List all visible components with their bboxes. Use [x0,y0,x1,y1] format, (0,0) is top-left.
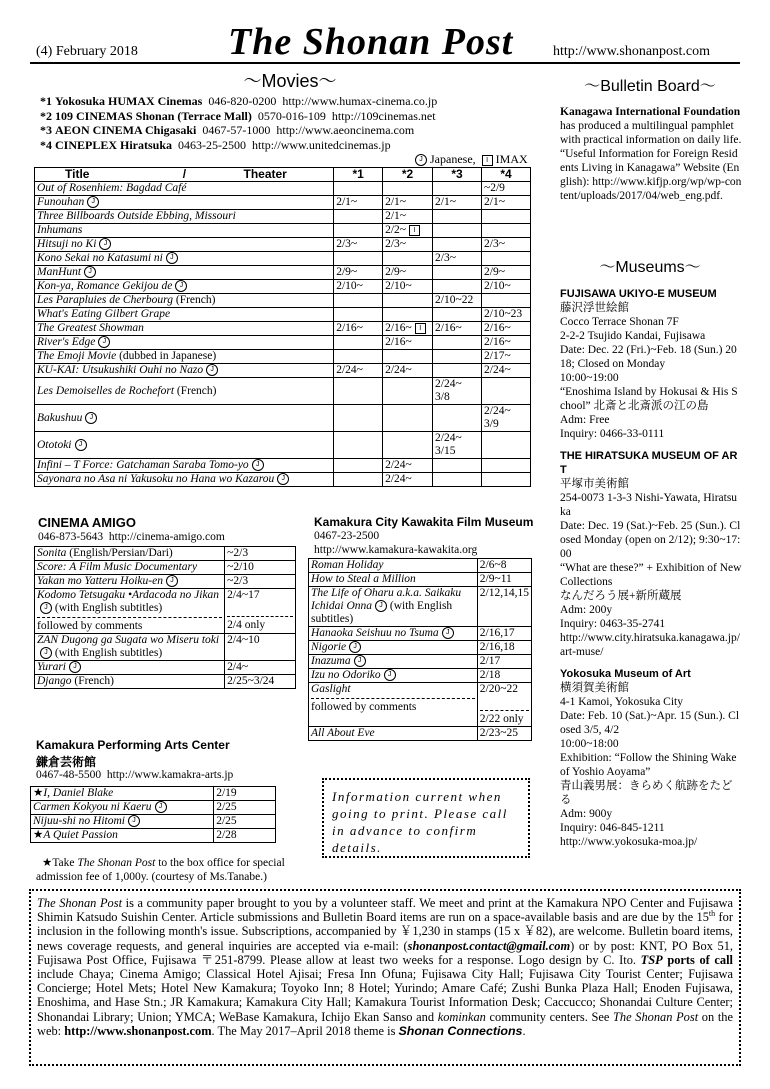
museum-detail: Inquiry: 0466-33-0111 [560,428,665,440]
table-row [35,322,531,336]
table-row [35,196,531,210]
showing-date: 2/25~3/24 [225,675,296,689]
showing-date: 2/24~ [383,473,433,487]
showing-date [383,378,433,405]
museum-detail: 254-0073 1-3-3 Nishi-Yawata, Hiratsuka [560,492,738,518]
kpac-title: Kamakura Performing Arts Center [36,738,230,752]
museum-detail: Date: Feb. 10 (Sat.)~Apr. 15 (Sun.). Closed 3/5, 4/2 [560,710,740,736]
showing-date [433,336,482,350]
japanese-icon: J [384,669,396,681]
table-row [31,801,276,815]
theater-item: *2 109 CINEMAS Shonan (Terrace Mall) 0570-016-109 http://109cinemas.net [40,108,436,123]
kpac-note: ★Take The Shonan Post to the box office for special admission fee of 1,000y. (courtesy of Ms.Tanabe.) [36,857,285,883]
film-title: Nigorie J [309,641,478,655]
showing-date [383,294,433,308]
museum-detail: Date: Dec. 19 (Sat.)~Feb. 25 (Sun.). Closed Monday (open on 2/12); 9:30~17:00 [560,520,741,560]
film-title: Izu no Odoriko J [309,669,478,683]
showing-date: ~2/3 [225,547,296,561]
showing-date: 2/24~ 3/8 [433,378,482,405]
japanese-icon: J [87,196,99,208]
japanese-icon: J [155,801,167,813]
table-row [35,661,296,675]
showing-date [433,473,482,487]
amigo-table [34,546,296,689]
showing-date: 2/9~ [482,266,531,280]
showing-date: 2/9~ [334,266,383,280]
showing-date: 2/19 [214,787,276,801]
amigo-title: CINEMA AMIGO [38,515,136,530]
showing-date: 2/16~ [383,336,433,350]
japanese-icon: J [69,661,81,673]
divider [480,710,529,711]
showing-date: 2/4~10 [225,634,296,661]
footer-url[interactable]: http://www.shonanpost.com [64,1023,212,1038]
japanese-icon: J [175,280,187,292]
film-title: Carmen Kokyou ni Kaeru J [31,801,214,815]
movies-table [34,167,531,487]
star-icon: ★ [33,787,44,799]
table-row [309,669,532,683]
showing-date [334,378,383,405]
showing-date: 2/4~ [225,661,296,675]
museum-detail: 10:00~18:00 [560,738,619,750]
table-row [309,559,532,573]
info-box: Information current when going to print. Please call in advance to confirm details. [322,778,530,858]
film-title: Hanaoka Seishuu no Tsuma J [309,627,478,641]
table-row [35,308,531,322]
showing-date [433,364,482,378]
japanese-icon: J [349,641,361,653]
bulletin-heading: 〜Bulletin Board〜 [584,78,716,95]
theater-url[interactable]: http://109cinemas.net [331,108,436,123]
theater-list [40,94,540,152]
movie-title: Infini – T Force: Gatchaman Saraba Tomo-yo J [35,459,334,473]
kpac-url[interactable]: http://www.kamakra-arts.jp [106,769,234,781]
showing-date [383,182,433,196]
showing-date: 2/10~ [383,280,433,294]
showing-date: 2/18 [477,669,531,683]
table-row [31,815,276,829]
museum-detail: Date: Dec. 22 (Fri.)~Feb. 18 (Sun.) 2018; Closed on Monday [560,344,737,370]
showing-date [334,210,383,224]
showing-date: 2/1~ [482,196,531,210]
showing-date [482,224,531,238]
showing-date [334,336,383,350]
japanese-icon: J [375,600,387,612]
museums-list [560,287,742,857]
movie-title: Les Demoiselles de Rochefort (French) [35,378,334,405]
divider [227,616,293,617]
japanese-icon: J [128,815,140,827]
showing-date: 2/12,14,15 [477,587,531,627]
museum-detail: なんだろう展+新所蔵展 [560,590,682,602]
film-title: The Life of Oharu a.k.a. Saikaku Ichidai Onna J (with English subtitles) [309,587,478,627]
showing-date [334,459,383,473]
museum-entry [560,667,742,849]
showing-date: 2/2~ I [383,224,433,238]
table-header-row [35,168,531,182]
museum-detail: 青山義男展：きらめく航跡をたどる [560,780,733,806]
showing-date: 2/24~ [334,364,383,378]
footer-box: The Shonan Post is a community paper brought to you by a volunteer staff. We meet and print at the Kamakura NPO Center and Fujisawa Shimin Katsudo Suishin Center. Article submissions and Bulletin Board items are run on a space-available basis and are due by the 15th for inclusion in the following month's issue. Subscriptions, accompanied by ￥1,230 in stamps (15 x ￥82), are welcome. Bulletin board items, news coverage requests, and general inquiries are accepted via e-mail: (shonanpost.contact@gmail.com) or by post: KNT, PO Box 51, Fujisawa Post Office, Fujisawa 〒251-8799. Please allow at least two weeks for a response. Logo design by C. Ito. TSP ports of call include Chaya; Cinema Amigo; Classical Hotel Ajisai; Fresa Inn Ofuna; Fujisawa City Hall; Fujisawa City Tourist Center; Fujisawa Concierge; Hotel Mets; Hotel New Kamakura; Toyoko Inn; 8 Hotel; Yurindo; Amare Café; Zushi Bunka Plaza Hall; Enoden Fujisawa, Enoshima, and Hase Stn.; JR Kamakura; Kamakura City Hall; Kamakura Tourist Information Desk; Caccucco; Shonandai Culture Center; Shonandai Library; Union; YMCA; WeBase Kamakura, Ichijo Ekan Sanso and kominkan community centers. See The Shonan Post on the web: http://www.shonanpost.com. The May 2017–April 2018 theme is Shonan Connections. [29,889,741,1066]
movie-title: Les Parapluies de Cherbourg (French) [35,294,334,308]
showing-date: 2/16~ [334,322,383,336]
showing-date: 2/24~ [482,364,531,378]
movie-title: Out of Rosenhiem: Bagdad Café [35,182,334,196]
movie-title: Ototoki J [35,432,334,459]
showing-date [482,210,531,224]
masthead: The Shonan Post [228,21,514,63]
movie-title: Kon-ya, Romance Gekijou de J [35,280,334,294]
divider [37,617,222,618]
showing-date: 2/16~ [482,336,531,350]
museum-detail: 2-2-2 Tsujido Kandai, Fujisawa [560,330,706,342]
showing-date: 2/3~ [383,238,433,252]
table-row [309,573,532,587]
showing-date: 2/20~22 2/22 only [477,683,531,727]
table-row [35,224,531,238]
table-row [309,641,532,655]
showing-date: 2/17~ [482,350,531,364]
movie-title: The Greatest Showman [35,322,334,336]
showing-date: 2/1~ [383,196,433,210]
amigo-contact: 046-873-5643 http://cinema-amigo.com [38,531,225,543]
showing-date: 2/1~ [433,196,482,210]
museum-name: THE HIRATSUKA MUSEUM OF ART [560,450,738,476]
showing-date [334,405,383,432]
museum-detail: http://www.yokosuka-moa.jp/ [560,836,698,848]
film-title: ZAN Dugong ga Sugata wo Miseru tokiJ (with English subtitles) [35,634,225,661]
movie-title: Three Billboards Outside Ebbing, Missouri [35,210,334,224]
table-row [309,727,532,741]
movie-title: KU-KAI: Utsukushiki Ouhi no Nazo J [35,364,334,378]
showing-date [433,405,482,432]
showing-date [334,350,383,364]
showing-date [383,350,433,364]
showing-date [334,473,383,487]
header-rule [30,62,740,64]
showing-date [433,266,482,280]
film-title: Score: A Film Music Documentary [35,561,225,575]
table-row [35,294,531,308]
japanese-icon: J [415,154,427,166]
showing-date: 2/23~25 [477,727,531,741]
movie-title: Inhumans [35,224,334,238]
kpac-contact: 0467-48-5500 http://www.kamakra-arts.jp [36,769,234,781]
museum-detail: Adm: 200y [560,604,613,616]
column-header-2: *2 [383,168,433,182]
table-row [309,627,532,641]
showing-date [433,224,482,238]
showing-date [383,405,433,432]
japanese-icon: J [40,647,52,659]
showing-date [433,459,482,473]
showing-date: 2/1~ [383,210,433,224]
kawakita-table [308,558,532,741]
showing-date: 2/16~ [433,322,482,336]
table-row [35,459,531,473]
table-row [35,473,531,487]
showing-date [334,224,383,238]
museum-detail: 4-1 Kamoi, Yokosuka City [560,696,683,708]
amigo-url[interactable]: http://cinema-amigo.com [108,531,225,543]
column-header-3: *3 [433,168,482,182]
museum-detail: “Enoshima Island by Hokusai & His School” 北斎と北斎派の江の島 [560,386,738,412]
film-title: Yakan mo Yatteru Hoiku-en J [35,575,225,589]
museum-name-jp: 横須賀美術館 [560,682,629,694]
film-title: How to Steal a Million [309,573,478,587]
showing-date [433,280,482,294]
museum-detail: Adm: 900y [560,808,613,820]
showing-date [433,350,482,364]
showing-date [482,432,531,459]
showing-date: 2/25 [214,815,276,829]
japanese-icon: J [442,627,454,639]
column-header-4: *4 [482,168,531,182]
table-row [35,561,296,575]
showing-date [383,252,433,266]
showing-date [433,308,482,322]
japanese-icon: J [166,575,178,587]
table-row [35,280,531,294]
showing-date: 2/24~ [383,459,433,473]
showing-date [334,432,383,459]
showing-date: 2/10~ [482,280,531,294]
museum-detail: Cocco Terrace Shonan 7F [560,316,679,328]
showing-date: 2/16,18 [477,641,531,655]
header-url[interactable]: http://www.shonanpost.com [553,44,710,59]
museum-name: FUJISAWA UKIYO-E MUSEUM [560,288,717,300]
showing-date [482,294,531,308]
kawakita-phone: 0467-23-2500 [314,530,380,542]
showing-date [482,459,531,473]
movie-title: ManHunt J [35,266,334,280]
showing-date: 2/24~ [383,364,433,378]
film-title: Django (French) [35,675,225,689]
column-header-1: *1 [334,168,383,182]
kpac-table [30,786,276,843]
theater-item: *1 Yokosuka HUMAX Cinemas 046-820-0200 http://www.humax-cinema.co.jp [40,94,438,108]
museum-detail: “What are these?” + Exhibition of New Collections [560,562,742,588]
star-icon: ★ [42,857,53,869]
kawakita-url[interactable]: http://www.kamakura-kawakita.org [314,544,478,556]
table-row [35,252,531,266]
table-row [35,238,531,252]
showing-date: 2/16~ I [383,322,433,336]
japanese-icon: J [84,266,96,278]
showing-date: ~2/10 [225,561,296,575]
museum-detail: 10:00~19:00 [560,372,619,384]
museum-detail: Adm: Free [560,414,610,426]
japanese-icon: J [99,238,111,250]
table-row [35,547,296,561]
showing-date [433,238,482,252]
theater-item: *4 CINEPLEX Hiratsuka 0463-25-2500 http://www.unitedcinemas.jp [40,137,391,152]
showing-date: 2/24~ 3/9 [482,405,531,432]
japanese-icon: J [206,364,218,376]
showing-date: 2/6~8 [477,559,531,573]
showing-date [334,182,383,196]
showing-date: 2/10~23 [482,308,531,322]
showing-date [482,252,531,266]
movie-title: Bakushuu J [35,405,334,432]
film-title: ★A Quiet Passion [31,829,214,843]
japanese-icon: J [40,602,52,614]
table-row [35,182,531,196]
showing-date: 2/3~ [433,252,482,266]
museum-detail: Inquiry: 0463-35-2741 [560,618,666,630]
theater-url[interactable]: http://www.aeoncinema.com [276,123,415,137]
table-row [35,589,296,634]
showing-date: 2/17 [477,655,531,669]
showing-date: 2/16,17 [477,627,531,641]
table-row [35,432,531,459]
japanese-icon: J [277,473,289,485]
showing-date: 2/10~ [334,280,383,294]
showing-date: 2/25 [214,801,276,815]
table-row [35,364,531,378]
showing-date: 2/16~ [482,322,531,336]
showing-date: 2/3~ [482,238,531,252]
showing-date: 2/4~17 2/4 only [225,589,296,634]
table-row [35,210,531,224]
table-row [35,405,531,432]
theater-item: *3 AEON CINEMA Chigasaki 0467-57-1000 http://www.aeoncinema.com [40,123,415,137]
japanese-icon: J [252,459,264,471]
showing-date: 2/1~ [334,196,383,210]
showing-date: 2/9~ [383,266,433,280]
star-icon: ★ [33,829,44,841]
movie-title: Kono Sekai no Katasumi ni J [35,252,334,266]
showing-date [334,308,383,322]
table-row [309,683,532,727]
japanese-icon: J [75,439,87,451]
film-title: Nijuu-shi no Hitomi J [31,815,214,829]
film-title: Yurari J [35,661,225,675]
movie-title: Sayonara no Asa ni Yakusoku no Hana wo Kazarou J [35,473,334,487]
museum-name-jp: 藤沢浮世絵館 [560,302,629,314]
showing-date: ~2/9 [482,182,531,196]
museum-name: Yokosuka Museum of Art [560,668,691,680]
museum-entry [560,287,742,441]
movie-title: Hitsuji no Ki J [35,238,334,252]
showing-date [383,308,433,322]
movies-heading: 〜Movies〜 [243,71,337,91]
museum-detail: Exhibition: “Follow the Shining Wake of Yoshio Aoyama” [560,752,737,778]
theater-url[interactable]: http://www.unitedcinemas.jp [252,137,391,152]
table-row [35,378,531,405]
movie-title: The Emoji Movie (dubbed in Japanese) [35,350,334,364]
japanese-icon: J [98,336,110,348]
imax-icon: I [415,323,426,334]
table-row [309,655,532,669]
divider [311,698,475,699]
imax-icon: I [482,155,493,166]
showing-date: 2/24~ 3/15 [433,432,482,459]
film-title: Sonita (English/Persian/Dari) [35,547,225,561]
showing-date: 2/3~ [334,238,383,252]
showing-date: 2/9~11 [477,573,531,587]
film-title: All About Eve [309,727,478,741]
table-row [35,675,296,689]
showing-date [334,252,383,266]
kpac-title-jp: 鎌倉芸術館 [36,755,97,769]
table-row [35,575,296,589]
showing-date: ~2/3 [225,575,296,589]
table-row [35,634,296,661]
table-row [35,350,531,364]
museums-heading: 〜Museums〜 [599,259,701,276]
showing-date [482,378,531,405]
table-row [35,336,531,350]
issue-date: (4) February 2018 [36,44,138,59]
table-row [31,787,276,801]
film-title: Gaslight followed by comments [309,683,478,727]
japanese-icon: J [85,412,97,424]
theater-url[interactable]: http://www.humax-cinema.co.jp [282,94,438,108]
imax-icon: I [409,225,420,236]
kawakita-title: Kamakura City Kawakita Film Museum [314,515,534,529]
showing-date [383,432,433,459]
footer-email[interactable]: shonanpost.contact@gmail.com [407,938,571,953]
showing-date: 2/10~22 [433,294,482,308]
film-title: Inazuma J [309,655,478,669]
column-header-title: Title / Theater [35,168,334,182]
showing-date [433,210,482,224]
legend: J Japanese, I IMAX [412,152,528,167]
movie-title: Funouhan J [35,196,334,210]
movie-title: River's Edge J [35,336,334,350]
table-row [31,829,276,843]
bulletin-text: Kanagawa International Foundation has produced a multilingual pamphlet with practical information on daily life. “Useful Information for Foreign Residents Living in Kanagawa” Website (English): http://www.kifjp.org/wp/wp-content/uploads/2017/04/web_eng.pdf. [560,106,742,202]
showing-date [482,473,531,487]
showing-date [433,182,482,196]
museum-entry [560,449,742,659]
museum-detail: http://www.city.hiratsuka.kanagawa.jp/art-muse/ [560,632,740,658]
japanese-icon: J [354,655,366,667]
film-title: Roman Holiday [309,559,478,573]
film-title: Kodomo Tetsugaku •Ardacoda no JikanJ (with English subtitles) followed by comments [35,589,225,634]
table-row [35,266,531,280]
movie-title: What's Eating Gilbert Grape [35,308,334,322]
showing-date: 2/28 [214,829,276,843]
film-title: ★I, Daniel Blake [31,787,214,801]
japanese-icon: J [166,252,178,264]
showing-date [334,294,383,308]
museum-name-jp: 平塚市美術館 [560,478,629,490]
table-row [309,587,532,627]
museum-detail: Inquiry: 046-845-1211 [560,822,665,834]
